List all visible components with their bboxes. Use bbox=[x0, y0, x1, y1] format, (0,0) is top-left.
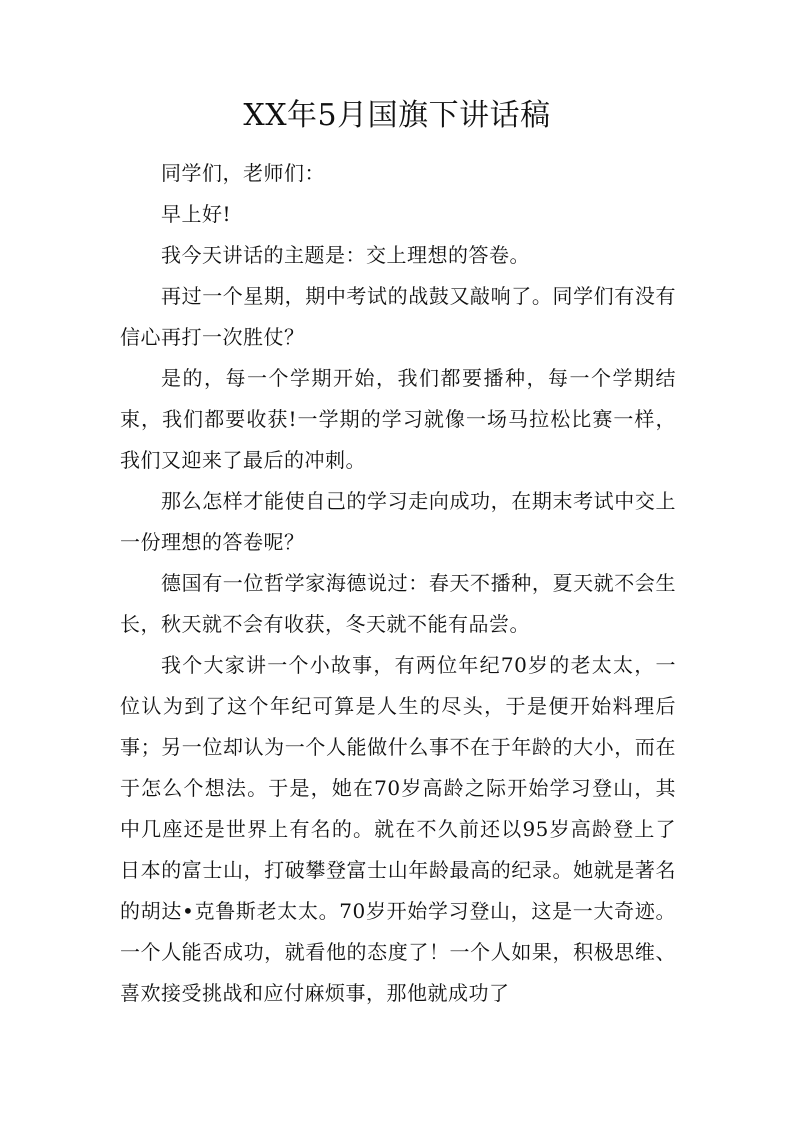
paragraph-semester: 是的，每一个学期开始，我们都要播种，每一个学期结束，我们都要收获!一学期的学习就像一场马拉松比赛一样，我们又迎来了最后的冲刺。 bbox=[120, 366, 676, 472]
paragraph-greeting: 同学们，老师们： bbox=[161, 161, 325, 185]
paragraph-quote: 德国有一位哲学家海德说过：春天不播种，夏天就不会生长，秋天就不会有收获，冬天就不能有品尝。 bbox=[120, 571, 676, 636]
document-body bbox=[120, 153, 676, 1014]
paragraph-exam: 再过一个星期，期中考试的战鼓又敲响了。同学们有没有信心再打一次胜仗？ bbox=[120, 284, 676, 349]
document-title: XX年5月国旗下讲话稿 bbox=[243, 98, 551, 133]
paragraph-topic: 我今天讲话的主题是：交上理想的答卷。 bbox=[161, 243, 530, 267]
paragraph-good-morning: 早上好! bbox=[161, 202, 232, 226]
paragraph-question: 那么怎样才能使自己的学习走向成功，在期末考试中交上一份理想的答卷呢？ bbox=[120, 489, 676, 554]
paragraph-story: 我个大家讲一个小故事，有两位年纪70岁的老太太，一位认为到了这个年纪可算是人生的尽头，于是便开始料理后事；另一位却认为一个人能做什么事不在于年龄的大小，而在于怎么个想法。于是，她在70岁高龄之际开始学习登山，其中几座还是世界上有名的。就在不久前还以95岁高龄登上了日本的富士山，打破攀登富士山年龄最高的纪录。她就是著名的胡达•克鲁斯老太太。70岁开始学习登山，这是一大奇迹。一个人能否成功，就看他的态度了！一个人如果，积极思维、喜欢接受挑战和应付麻烦事，那他就成功了 bbox=[120, 653, 676, 1005]
